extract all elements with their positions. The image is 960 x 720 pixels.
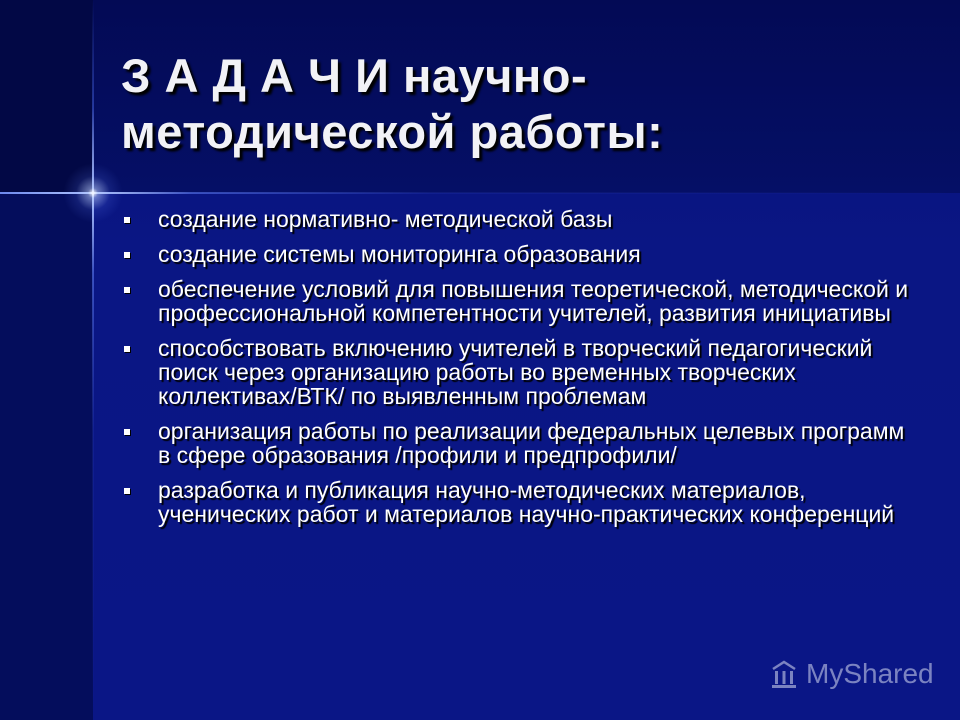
- square-bullet-icon: [124, 217, 130, 223]
- bullet-text: разработка и публикация научно-методических материалов, ученических работ и материалов научно-практических конференций: [158, 477, 895, 527]
- vertical-glow-line: [92, 0, 94, 720]
- bullet-text: создание нормативно- методической базы: [158, 206, 613, 232]
- corner-band: [0, 0, 93, 193]
- bullet-list: [121, 207, 911, 537]
- bullet-item: [121, 242, 911, 266]
- myshared-watermark[interactable]: [770, 656, 934, 692]
- square-bullet-icon: [124, 488, 130, 494]
- watermark-text: MyShared: [806, 658, 934, 689]
- title-line-1: З А Д А Ч И научно-: [121, 49, 588, 102]
- bullet-text: способствовать включению учителей в творческий педагогический поиск через организацию работы во временных творческих коллективах/ВТК/ по выявленным проблемам: [158, 335, 873, 409]
- bullet-text: создание системы мониторинга образования: [158, 241, 641, 267]
- bullet-item: [121, 478, 911, 526]
- bullet-item: [121, 336, 911, 408]
- title-line-2: методической работы:: [121, 105, 664, 158]
- slide-title: [121, 48, 921, 160]
- bullet-text: организация работы по реализации федеральных целевых программ в сфере образования /профили и предпрофили/: [158, 418, 905, 468]
- square-bullet-icon: [124, 287, 130, 293]
- bullet-item: [121, 277, 911, 325]
- bullet-item: [121, 207, 911, 231]
- square-bullet-icon: [124, 429, 130, 435]
- bullet-text: обеспечение условий для повышения теоретической, методической и профессиональной компетентности учителей, развития инициативы: [158, 276, 909, 326]
- square-bullet-icon: [124, 346, 130, 352]
- square-bullet-icon: [124, 252, 130, 258]
- horizontal-glow-line: [0, 192, 960, 194]
- light-flare: [63, 163, 123, 223]
- bullet-item: [121, 419, 911, 467]
- building-icon: [770, 659, 798, 689]
